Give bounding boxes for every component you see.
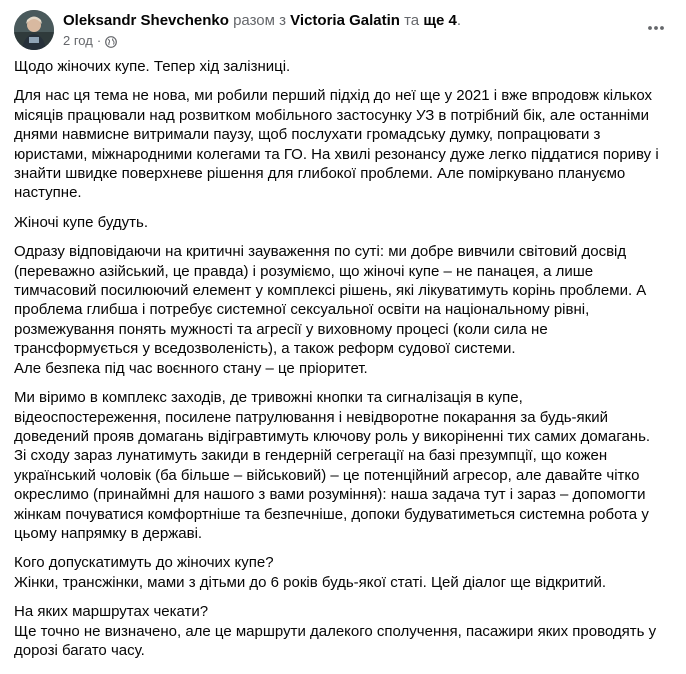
more-options-button[interactable] bbox=[640, 12, 672, 44]
header-text bbox=[63, 11, 623, 49]
author-name[interactable]: Oleksandr Shevchenko bbox=[63, 12, 229, 29]
paragraph-line: Ще точно не визначено, але це маршрути далекого сполучення, пасажири яких проводять у дорозі багато часу. bbox=[14, 622, 657, 659]
paragraph-line: Для нас ця тема не нова, ми робили перший підхід до неї ще у 2021 і вже впродовж кількох місяців працювали над розвитком мобільного застосунку УЗ в потрібний бік, але останніми днями навмисне витримали паузу, щоб послухати громадську думку, попрацювати з юристами, міжнародними колегами та ГО. На хвилі резонансу дуже легко піддатися пориву і знайти швидке поверхневе рішення для глибокої проблеми. Але поміркувано плануємо наступне. bbox=[14, 87, 659, 202]
connector-with: разом з bbox=[228, 12, 291, 29]
paragraph-line: Одразу відповідаючи на критичні зауваження по суті: ми добре вивчили світовий досвід (переважно азійський, це правда) і розуміємо, що жіночі купе – не панацея, а лише тимчасовий посилюючий елемент у комплексі рішень, які лікуватимуть корінь проблеми. А проблема глибша і потребує системної сексуальної освіти на національному рівні, розмежування понять мужності та агресії у виховному процесі (коли сила не трансформується у вседозволеність), а також реформ судової системи. bbox=[14, 243, 647, 358]
meta-separator: · bbox=[96, 33, 102, 48]
paragraph bbox=[14, 86, 666, 202]
paragraph-line: Але безпека під час воєнного стану – це пріоритет. bbox=[14, 359, 368, 377]
paragraph bbox=[14, 213, 666, 232]
paragraph-line: Ми віримо в комплекс заходів, де тривожні кнопки та сигналізація в купе, відеоспостереження, посилене патрулювання і невідворотне покарання за будь-який доведений прояв домагань відігравтимуть ключову роль у викоріненні тих самих домагань. bbox=[14, 389, 651, 445]
paragraph bbox=[14, 388, 666, 543]
post-body bbox=[14, 57, 666, 670]
paragraph bbox=[14, 602, 666, 660]
paragraph bbox=[14, 553, 666, 592]
paragraph-line: Жіночі купе будуть. bbox=[14, 213, 149, 231]
paragraph-line: Кого допускатимуть до жіночих купе? bbox=[14, 554, 274, 572]
globe-icon[interactable] bbox=[105, 35, 117, 47]
paragraph bbox=[14, 242, 666, 378]
post-timestamp[interactable]: 2 год bbox=[63, 33, 93, 48]
paragraph-line: Щодо жіночих купе. Тепер хід залізниці. bbox=[14, 58, 291, 75]
paragraph bbox=[14, 57, 666, 76]
others-link[interactable]: ще 4 bbox=[423, 12, 457, 29]
avatar-image bbox=[14, 10, 54, 50]
connector-and: та bbox=[399, 12, 424, 29]
author-avatar[interactable] bbox=[14, 10, 54, 50]
paragraph-line: Зі сходу зараз лунатимуть закиди в гендерній сегрегації на базі презумпції, що кожен український чоловік (ба більше – військовий) – це потенційний агресор, але давайте чітко окреслимо (принаймні для нашого з вами розуміння): наша задача тут і зараз – допомогти жінкам почуватися комфортніше та безпечніше, допоки будуватиметься системна робота у цьому напрямку в державі. bbox=[14, 447, 649, 542]
post-title-line bbox=[63, 11, 623, 30]
coauthor-name[interactable]: Victoria Galatin bbox=[290, 12, 400, 29]
more-horizontal-icon bbox=[646, 18, 666, 38]
post-header bbox=[14, 10, 674, 52]
title-period: . bbox=[456, 12, 462, 29]
paragraph-line: Жінки, трансжінки, мами з дітьми до 6 років будь-якої статі. Цей діалог ще відкритий. bbox=[14, 573, 607, 591]
post-meta bbox=[63, 32, 623, 49]
paragraph-line: На яких маршрутах чекати? bbox=[14, 603, 209, 621]
